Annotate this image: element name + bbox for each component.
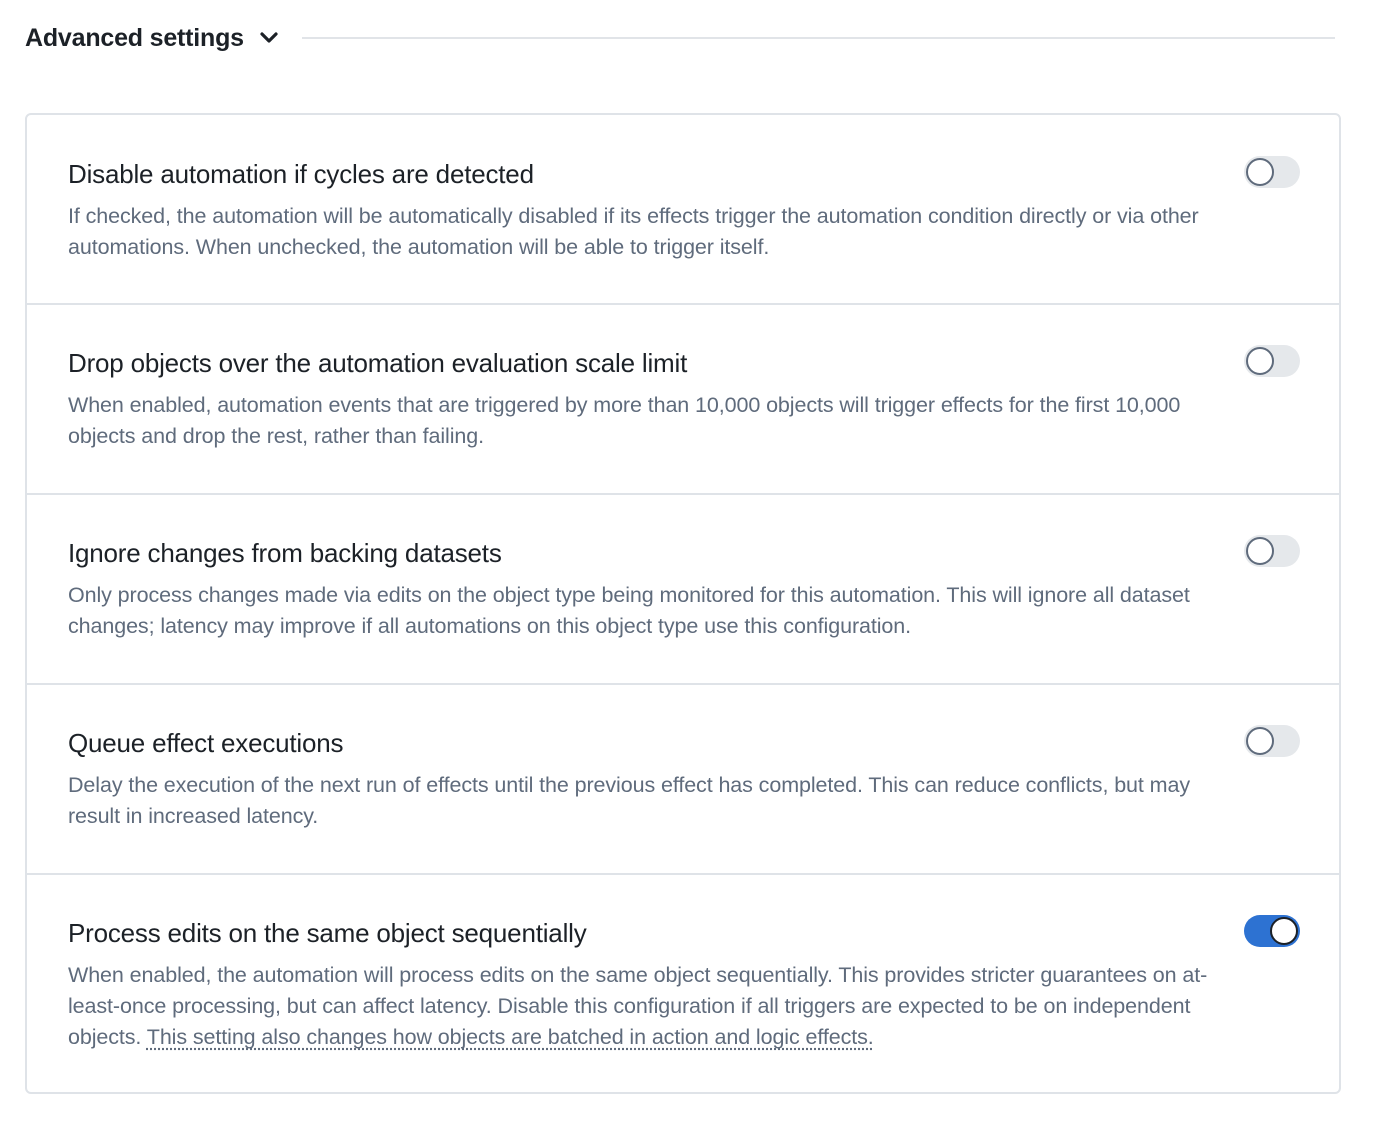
setting-title: Ignore changes from backing datasets: [68, 538, 502, 568]
header-divider: [302, 37, 1335, 39]
chevron-down-icon[interactable]: [256, 25, 282, 51]
setting-title: Process edits on the same object sequentially: [68, 918, 587, 948]
toggle-knob: [1246, 537, 1274, 565]
section-title: Advanced settings: [25, 23, 244, 52]
setting-row-ignore-datasets: [27, 495, 1339, 685]
setting-description-text: When enabled, the automation will process edits on the same object sequentially. This provides stricter guarantees on at-least-once processing, but can affect latency. Disable this configuration if all triggers are expected to be on independent objects.: [68, 963, 1208, 1049]
setting-row-disable-cycles: [27, 115, 1339, 305]
toggle-disable-cycles[interactable]: [1244, 156, 1300, 188]
toggle-sequential-edits[interactable]: [1244, 915, 1300, 947]
setting-title: Disable automation if cycles are detected: [68, 159, 534, 189]
toggle-knob: [1246, 158, 1274, 186]
setting-description: [68, 960, 1228, 1053]
batching-info-link[interactable]: This setting also changes how objects are batched in action and logic effects.: [146, 1025, 874, 1049]
setting-description: Delay the execution of the next run of effects until the previous effect has completed. This can reduce conflicts, but may result in increased latency.: [68, 773, 1190, 828]
setting-description: When enabled, automation events that are triggered by more than 10,000 objects will trigger effects for the first 10,000 objects and drop the rest, rather than failing.: [68, 393, 1181, 448]
toggle-knob: [1246, 727, 1274, 755]
setting-row-queue-effects: [27, 685, 1339, 875]
setting-title: Queue effect executions: [68, 728, 344, 758]
advanced-settings-header[interactable]: [25, 20, 1335, 56]
toggle-drop-objects[interactable]: [1244, 345, 1300, 377]
setting-title: Drop objects over the automation evaluation scale limit: [68, 348, 688, 378]
setting-description: Only process changes made via edits on the object type being monitored for this automation. This will ignore all dataset changes; latency may improve if all automations on this object type use this configuration.: [68, 583, 1190, 638]
setting-row-drop-objects: [27, 305, 1339, 495]
settings-panel: [25, 113, 1341, 1094]
setting-row-sequential-edits: [27, 875, 1339, 1094]
toggle-ignore-datasets[interactable]: [1244, 535, 1300, 567]
toggle-knob: [1270, 917, 1298, 945]
setting-description: If checked, the automation will be automatically disabled if its effects trigger the automation condition directly or via other automations. When unchecked, the automation will be able to trigger itself.: [68, 204, 1199, 259]
toggle-queue-effects[interactable]: [1244, 725, 1300, 757]
toggle-knob: [1246, 347, 1274, 375]
